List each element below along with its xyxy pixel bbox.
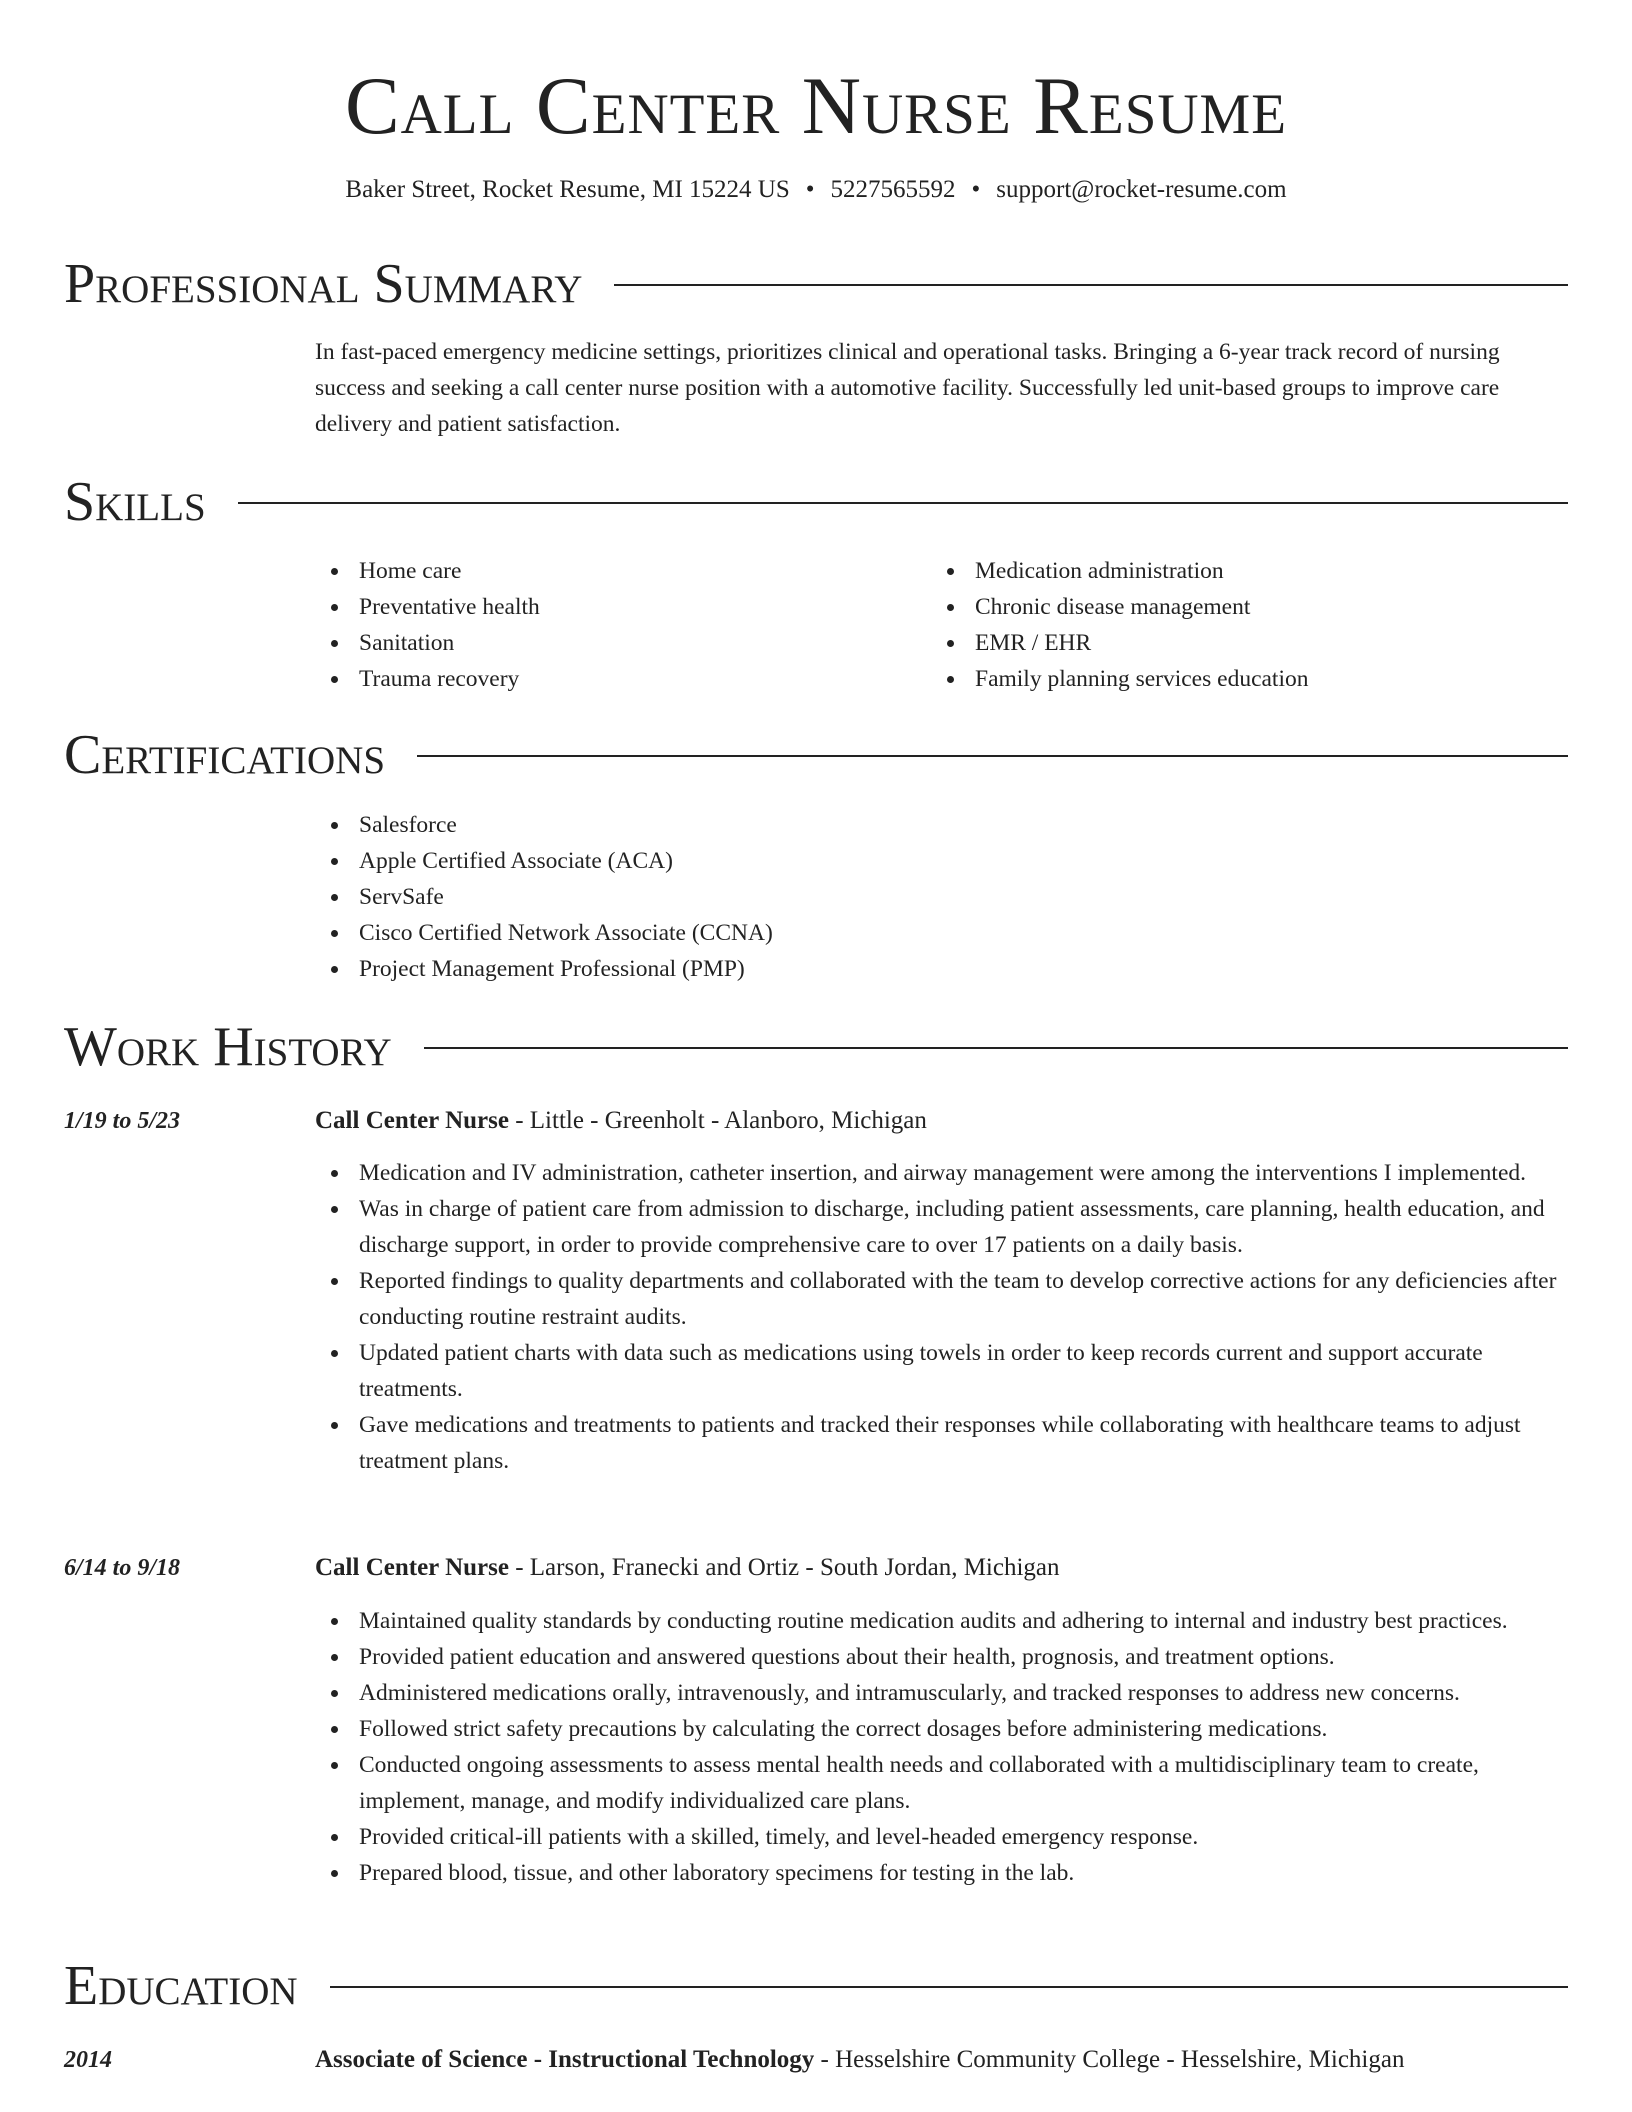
contact-separator: • bbox=[805, 176, 815, 203]
contact-line bbox=[0, 174, 1632, 206]
list-item: Maintained quality standards by conducting routine medication audits and adhering to internal and industry best practices. bbox=[315, 1603, 1568, 1639]
contact-separator: • bbox=[971, 176, 981, 203]
job-heading bbox=[315, 1104, 1568, 1138]
section-header-skills bbox=[64, 470, 1568, 534]
list-item: Reported findings to quality departments and collaborated with the team to develop corrective actions for any deficiencies after conducting routine restraint audits. bbox=[315, 1263, 1568, 1335]
section-title-education: Education bbox=[64, 1955, 298, 2017]
education-heading bbox=[315, 2043, 1568, 2077]
list-item: Apple Certified Associate (ACA) bbox=[315, 843, 1568, 879]
job-dates: 1/19 to 5/23 bbox=[64, 1108, 181, 1134]
list-item: Chronic disease management bbox=[931, 589, 1531, 625]
job-role: Call Center Nurse bbox=[315, 1107, 509, 1134]
section-title-skills: Skills bbox=[64, 471, 206, 533]
section-header-summary bbox=[64, 252, 1568, 316]
skills-list-left bbox=[315, 553, 915, 697]
section-divider bbox=[330, 1986, 1568, 1988]
summary-text: In fast-paced emergency medicine settings, prioritizes clinical and operational tasks. Bringing a 6-year track record of nursing success and seeking a call center nurse position with a automotive facility. Successfully led unit-based groups to improve care delivery and patient satisfaction. bbox=[315, 339, 1500, 437]
list-item: Followed strict safety precautions by calculating the correct dosages before administering medications. bbox=[315, 1711, 1568, 1747]
section-divider bbox=[238, 502, 1568, 504]
skills-list-right bbox=[931, 553, 1531, 697]
section-title-certifications: Certifications bbox=[64, 724, 386, 786]
certifications-list bbox=[315, 807, 1568, 987]
list-item: Conducted ongoing assessments to assess mental health needs and collaborated with a multidisciplinary team to create, implement, manage, and modify individualized care plans. bbox=[315, 1747, 1568, 1819]
list-item: Trauma recovery bbox=[315, 661, 915, 697]
contact-phone: 5227565592 bbox=[830, 176, 956, 203]
job-bullets bbox=[315, 1603, 1568, 1891]
contact-address: Baker Street, Rocket Resume, MI 15224 US bbox=[345, 176, 790, 203]
section-title-work-history: Work History bbox=[64, 1016, 392, 1078]
job-details: - Larson, Franecki and Ortiz - South Jordan, Michigan bbox=[508, 1554, 1060, 1581]
section-header-work-history bbox=[64, 1015, 1568, 1079]
job-heading bbox=[315, 1551, 1568, 1585]
job-role: Call Center Nurse bbox=[315, 1554, 509, 1581]
education-year: 2014 bbox=[64, 2047, 112, 2073]
education-details: - Hesselshire Community College - Hesselshire, Michigan bbox=[814, 2046, 1405, 2073]
list-item: Cisco Certified Network Associate (CCNA) bbox=[315, 915, 1568, 951]
section-divider bbox=[424, 1047, 1568, 1049]
section-divider bbox=[614, 284, 1568, 286]
list-item: Home care bbox=[315, 553, 915, 589]
contact-email: support@rocket-resume.com bbox=[996, 176, 1287, 203]
list-item: Provided critical-ill patients with a skilled, timely, and level-headed emergency response. bbox=[315, 1819, 1568, 1855]
education-degree: Associate of Science - Instructional Technology bbox=[315, 2046, 815, 2073]
list-item: Provided patient education and answered questions about their health, prognosis, and treatment options. bbox=[315, 1639, 1568, 1675]
list-item: Prepared blood, tissue, and other laboratory specimens for testing in the lab. bbox=[315, 1855, 1568, 1891]
section-header-education bbox=[64, 1954, 1568, 2018]
list-item: Preventative health bbox=[315, 589, 915, 625]
job-details: - Little - Greenholt - Alanboro, Michigan bbox=[508, 1107, 927, 1134]
list-item: Gave medications and treatments to patients and tracked their responses while collaborating with healthcare teams to adjust treatment plans. bbox=[315, 1407, 1568, 1479]
list-item: Sanitation bbox=[315, 625, 915, 661]
list-item: Updated patient charts with data such as medications using towels in order to keep records current and support accurate treatments. bbox=[315, 1335, 1568, 1407]
resume-title: Call Center Nurse Resume bbox=[344, 60, 1288, 151]
section-header-certifications bbox=[64, 723, 1568, 787]
job-bullets bbox=[315, 1155, 1568, 1479]
section-title-summary: Professional Summary bbox=[64, 253, 583, 315]
list-item: EMR / EHR bbox=[931, 625, 1531, 661]
list-item: ServSafe bbox=[315, 879, 1568, 915]
list-item: Medication and IV administration, catheter insertion, and airway management were among the interventions I implemented. bbox=[315, 1155, 1568, 1191]
list-item: Medication administration bbox=[931, 553, 1531, 589]
list-item: Was in charge of patient care from admission to discharge, including patient assessments, care planning, health education, and discharge support, in order to provide comprehensive care to over 17 patients on a daily basis. bbox=[315, 1191, 1568, 1263]
list-item: Administered medications orally, intravenously, and intramuscularly, and tracked responses to address new concerns. bbox=[315, 1675, 1568, 1711]
list-item: Salesforce bbox=[315, 807, 1568, 843]
job-dates: 6/14 to 9/18 bbox=[64, 1555, 181, 1581]
list-item: Family planning services education bbox=[931, 661, 1531, 697]
section-divider bbox=[417, 755, 1568, 757]
list-item: Project Management Professional (PMP) bbox=[315, 951, 1568, 987]
